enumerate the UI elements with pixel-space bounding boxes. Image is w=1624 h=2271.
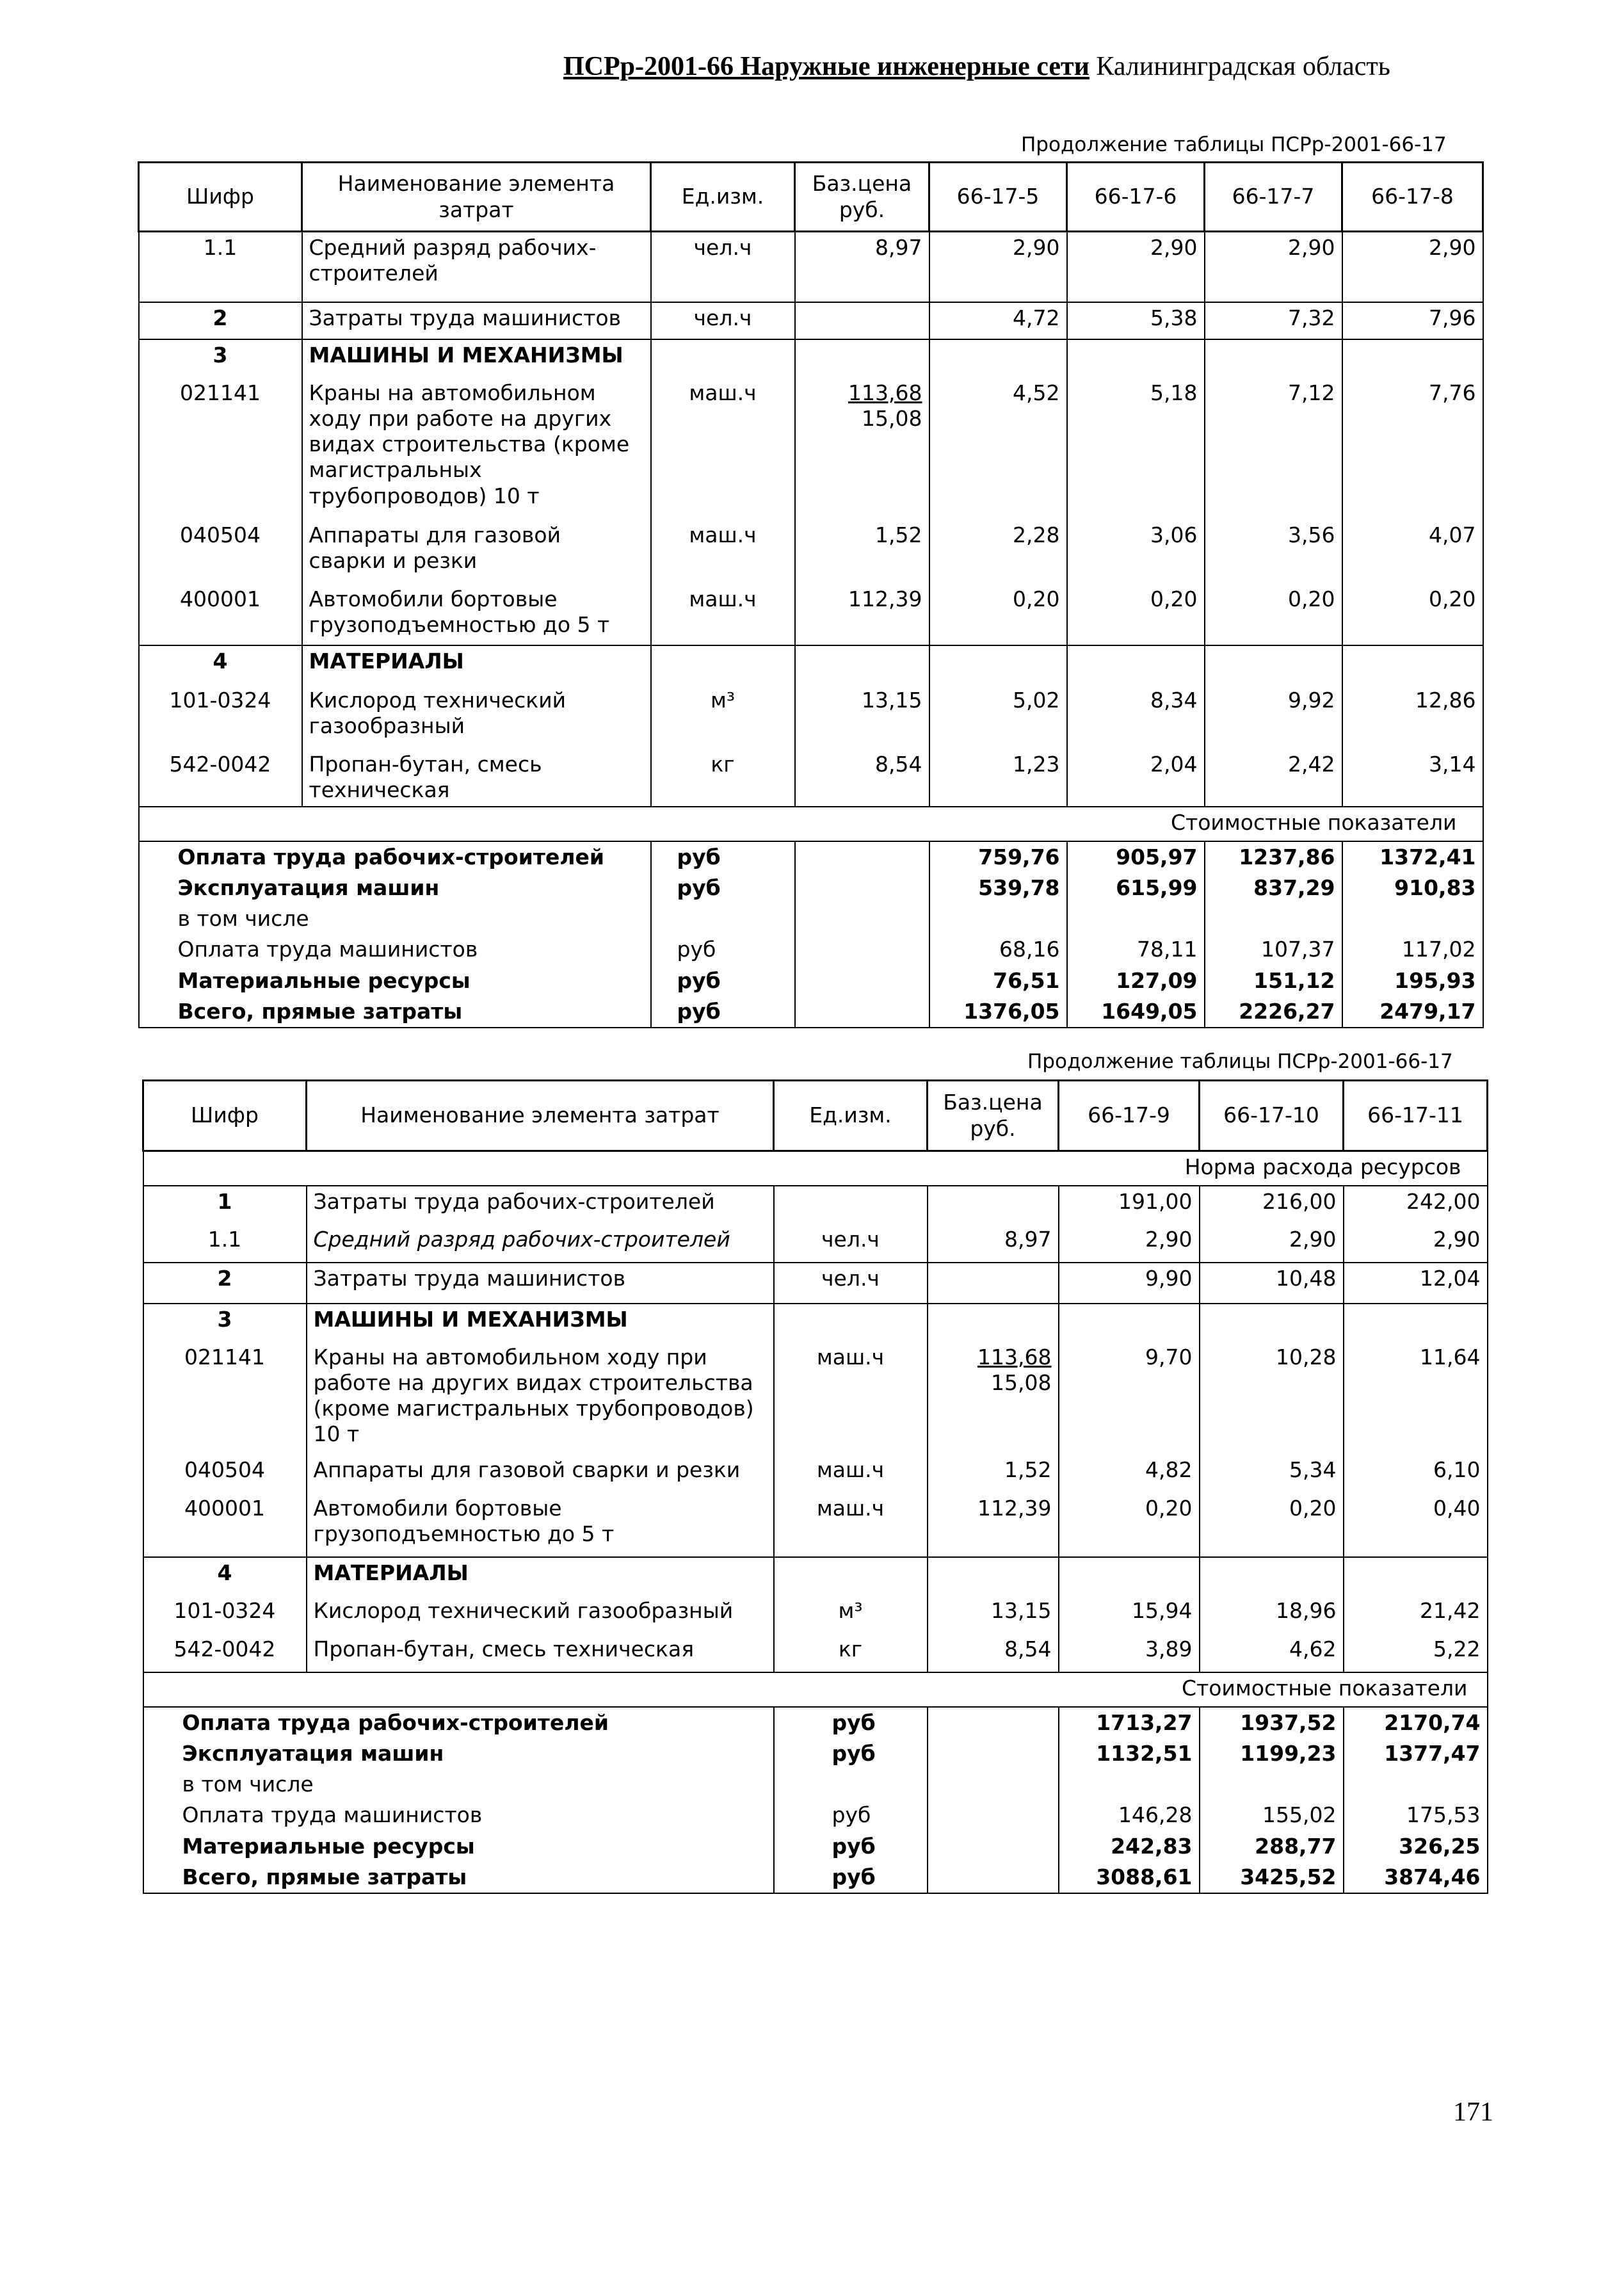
section-row-machines: 3 МАШИНЫ И МЕХАНИЗМЫ bbox=[139, 339, 1483, 378]
table-row: 021141 Краны на автомобильном ходу при работе на других видах строительства (кроме магистральных трубопроводов) 10 т маш.ч 113,68 15,08 4,52 5,18 7,12 7,76 bbox=[139, 378, 1483, 520]
table-row: 542-0042 Пропан-бутан, смесь техническая кг 8,54 1,23 2,04 2,42 3,14 bbox=[139, 749, 1483, 807]
table-row: 101-0324 Кислород технический газообразный м³ 13,15 5,02 8,34 9,92 12,86 bbox=[139, 685, 1483, 749]
region-name: Калининградская область bbox=[1096, 52, 1390, 81]
cost-row: в том числе bbox=[139, 903, 1483, 934]
cost-row-total: Всего, прямые затраты руб 3088,61 3425,52 3874,46 bbox=[143, 1862, 1488, 1893]
table-row: 2 Затраты труда машинистов чел.ч 4,72 5,38 7,32 7,96 bbox=[139, 302, 1483, 339]
col-price: Баз.цена руб. bbox=[928, 1081, 1059, 1151]
table-row: 021141 Краны на автомобильном ходу при работе на других видах строительства (кроме магистральных трубопроводов) 10 т маш.ч 113,68 15,08 9,70 10,28 11,64 bbox=[143, 1342, 1488, 1455]
table1 bbox=[138, 161, 1484, 1028]
col-unit: Ед.изм. bbox=[651, 163, 795, 232]
table-row: 040504 Аппараты для газовой сварки и резки маш.ч 1,52 2,28 3,06 3,56 4,07 bbox=[139, 520, 1483, 584]
table-row: 040504 Аппараты для газовой сварки и резки маш.ч 1,52 4,82 5,34 6,10 bbox=[143, 1455, 1488, 1493]
col-price: Баз.цена руб. bbox=[795, 163, 929, 232]
cost-row: Эксплуатация машин руб 1132,51 1199,23 1377,47 bbox=[143, 1738, 1488, 1769]
cost-row: Оплата труда машинистов руб 68,16 78,11 107,37 117,02 bbox=[139, 934, 1483, 965]
col-code: Шифр bbox=[139, 163, 302, 232]
page-number: 171 bbox=[1453, 2097, 1493, 2127]
col-66-17-7: 66-17-7 bbox=[1205, 163, 1342, 232]
table-row: 1.1 Средний разряд рабочих-строителей чел.ч 8,97 2,90 2,90 2,90 bbox=[143, 1224, 1488, 1263]
table-row: 400001 Автомобили бортовые грузоподъемностью до 5 т маш.ч 112,39 0,20 0,20 0,40 bbox=[143, 1493, 1488, 1557]
table2 bbox=[142, 1079, 1488, 1894]
table-row: 101-0324 Кислород технический газообразный м³ 13,15 15,94 18,96 21,42 bbox=[143, 1596, 1488, 1634]
table-row: 542-0042 Пропан-бутан, смесь техническая кг 8,54 3,89 4,62 5,22 bbox=[143, 1634, 1488, 1672]
col-name: Наименование элемента затрат bbox=[307, 1081, 774, 1151]
table1-header-row bbox=[139, 163, 1483, 232]
cost-row: Оплата труда машинистов руб 146,28 155,02 175,53 bbox=[143, 1800, 1488, 1831]
col-66-17-5: 66-17-5 bbox=[929, 163, 1067, 232]
table-row: 2 Затраты труда машинистов чел.ч 9,90 10,48 12,04 bbox=[143, 1263, 1488, 1304]
section-row-materials: 4 МАТЕРИАЛЫ bbox=[139, 645, 1483, 685]
cost-row-total: Всего, прямые затраты руб 1376,05 1649,05 2226,27 2479,17 bbox=[139, 996, 1483, 1028]
section-row-materials: 4 МАТЕРИАЛЫ bbox=[143, 1557, 1488, 1596]
table2-caption: Продолжение таблицы ПСРр-2001-66-17 bbox=[1027, 1050, 1453, 1073]
col-code: Шифр bbox=[143, 1081, 307, 1151]
table2-header-row bbox=[143, 1081, 1488, 1151]
cost-header-row: Стоимостные показатели bbox=[139, 807, 1483, 841]
cost-row: в том числе bbox=[143, 1769, 1488, 1800]
col-66-17-10: 66-17-10 bbox=[1200, 1081, 1344, 1151]
col-name: Наименование элемента затрат bbox=[302, 163, 651, 232]
document-title: ПСРр-2001-66 Наружные инженерные сети bbox=[563, 52, 1089, 81]
col-66-17-8: 66-17-8 bbox=[1342, 163, 1483, 232]
cost-header-row: Стоимостные показатели bbox=[143, 1672, 1488, 1707]
norm-header-row: Норма расхода ресурсов bbox=[143, 1151, 1488, 1186]
col-66-17-11: 66-17-11 bbox=[1344, 1081, 1488, 1151]
table-row: 400001 Автомобили бортовые грузоподъемностью до 5 т маш.ч 112,39 0,20 0,20 0,20 0,20 bbox=[139, 584, 1483, 645]
cost-row: Эксплуатация машин руб 539,78 615,99 837,29 910,83 bbox=[139, 873, 1483, 903]
cost-row: Материальные ресурсы руб 76,51 127,09 151,12 195,93 bbox=[139, 966, 1483, 996]
cost-row: Оплата труда рабочих-строителей руб 1713,27 1937,52 2170,74 bbox=[143, 1707, 1488, 1738]
cost-row: Оплата труда рабочих-строителей руб 759,76 905,97 1237,86 1372,41 bbox=[139, 841, 1483, 873]
col-66-17-9: 66-17-9 bbox=[1059, 1081, 1200, 1151]
col-unit: Ед.изм. bbox=[774, 1081, 928, 1151]
page-header bbox=[563, 51, 1485, 82]
cost-row: Материальные ресурсы руб 242,83 288,77 326,25 bbox=[143, 1831, 1488, 1862]
section-row-machines: 3 МАШИНЫ И МЕХАНИЗМЫ bbox=[143, 1304, 1488, 1342]
col-66-17-6: 66-17-6 bbox=[1067, 163, 1205, 232]
table-row: 1 Затраты труда рабочих-строителей 191,00 216,00 242,00 bbox=[143, 1186, 1488, 1224]
table-row: 1.1 Средний разряд рабочих-строителей чел.ч 8,97 2,90 2,90 2,90 2,90 bbox=[139, 232, 1483, 302]
table1-caption: Продолжение таблицы ПСРр-2001-66-17 bbox=[1021, 133, 1447, 156]
